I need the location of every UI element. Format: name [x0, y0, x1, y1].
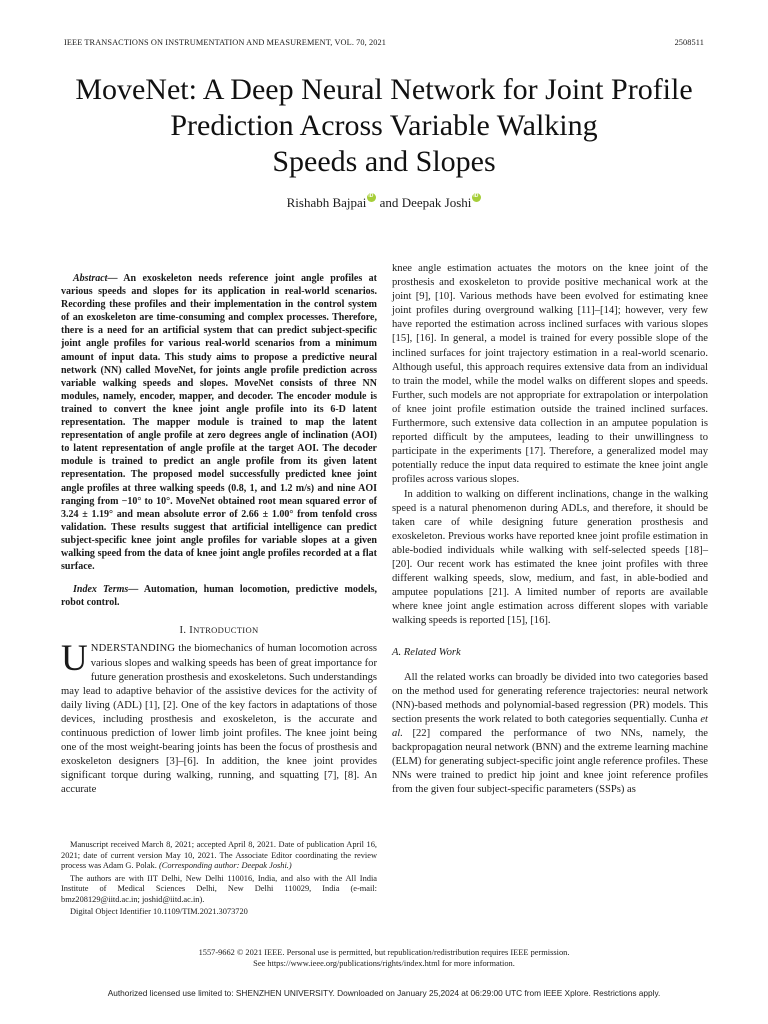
corresponding-author: (Corresponding author: Deepak Joshi.)	[158, 861, 292, 870]
title-line-3: Speeds and Slopes	[272, 145, 496, 178]
page-number: 2508511	[674, 38, 704, 47]
index-terms-label: Index Terms	[73, 584, 129, 596]
abstract-text: — An exoskeleton needs reference joint angle profiles at various speeds and slopes for its application in real-world scenarios. Recording these profiles and their implementation in the control system of an exoskeleton are time-consuming and complex processes. Therefore, there is a need for an artificial system that can predict subject-specific joint angle profiles for various real-world scenarios from a minimum amount of input data. This study aims to propose a predictive neural network (NN) called MoveNet, for joints angle profile prediction across variable walking speeds and slopes. MoveNet consists of three NN modules, namely, encoder, mapper, and decoder. The encoder module is trained to convert the knee joint angle profile into its 6-D latent representation. The mapper module is trained to map the latent representation of angle profile at zero degrees angle of inclination (AOI) to latent representation of angle profile at the target AOI. The decoder module is trained to predict an angle profile from its given latent representation. The proposed model successfully predicted knee joint angle profiles at three walking speeds (0.8, 1, and 1.2 m/s) and nine AOI ranging from −10° to 10°. MoveNet obtained root mean squared error of 3.24 ± 1.19° and mean absolute error of 2.66 ± 1.00° from tenfold cross validation. These results suggest that artificial intelligence can predict subject-specific knee joint angle profiles for variable slopes at a given walking speed from the data of knee joint angle profiles recorded at a flat surface.	[61, 273, 377, 573]
orcid-icon[interactable]	[472, 193, 481, 202]
author-connector: and	[379, 195, 399, 210]
drop-cap: U	[61, 638, 88, 680]
index-terms	[61, 583, 377, 609]
body-paragraph: In addition to walking on different inclinations, change in the walking speed is a natural phenomenon during ADLs, and therefore, it should be taken care of while designing future generation prosthesis and exoskeleton. Previous works have reported knee joint profile estimation in able-bodied individuals while walking with self-selected speeds [18]–[20]. Our recent work has estimated the knee joint profiles with three different walking speeds, slow, medium, and fast, in able-bodied and amputee populations [21]. A limited number of reports are available where knee joint angle estimation across different slopes with variable walking speeds is reported [15], [16].	[392, 488, 708, 627]
right-column	[392, 262, 708, 797]
intro-paragraph	[61, 638, 377, 797]
index-terms-text: — Automation, human locomotion, predictive models, robot control.	[61, 584, 377, 609]
abstract	[61, 272, 377, 573]
section-numeral: I.	[179, 625, 187, 637]
intro-text: the biomechanics of human locomotion across various slopes and walking speeds has been of great importance for future generation prosthesis and exoskeletons. Such understandings may lead to adaptive behavior of the assistive devices for the activity of daily living (ADL) [1], [2]. One of the key factors in adaptations of those devices, including prosthesis and exoskeleton, is the accurate and continuous prediction of lower limb joint profiles. The knee joint being one of the most weight-bearing joints has been the focus of prosthesis and exoskeleton designers [3]–[6]. In addition, the knee joint provides significant torque during walking, running, and squatting [7], [8]. An accurate	[61, 643, 377, 796]
author-name: Rishabh Bajpai	[286, 195, 367, 210]
license-bar: Authorized licensed use limited to: SHENZHEN UNIVERSITY. Downloaded on January 25,2024 at 06:29:00 UTC from IEEE Xplore. Restrictions apply.	[107, 988, 661, 998]
footnote-received: Manuscript received March 8, 2021; accepted April 8, 2021. Date of publication April 16, 2021; date of current version May 10, 2021. The Associate Editor coordinating the review process was Adam G. Polak. (Corresponding author: Deepak Joshi.)	[61, 840, 377, 870]
section-title-rest: NTRODUCTION	[193, 625, 259, 636]
copyright-notice	[0, 947, 768, 969]
section-heading	[61, 623, 377, 638]
body-paragraph: All the related works can broadly be divided into two categories based on the method used for generating reference trajectories: neural network (NN)-based methods and polynomial-based regression (PR) models. This section presents the work related to both categories sequentially. Cunha et al. [22] compared the performance of two NNs, namely, the backpropagation neural network (BNN) and the extreme learning machine (ELM) for generating subject-specific joint angle reference profiles. These NNs were trained to predict hip joint and knee joint reference profiles from the given four subject-specific parameters (SSPs) as	[392, 671, 709, 796]
footnote-doi[interactable]: Digital Object Identifier 10.1109/TIM.2021.3073720	[70, 907, 248, 916]
footnotes	[61, 840, 377, 920]
author-list	[0, 193, 768, 211]
subsection-heading: A. Related Work	[392, 647, 461, 659]
journal-name: IEEE TRANSACTIONS ON INSTRUMENTATION AND MEASUREMENT, VOL. 70, 2021	[64, 38, 387, 47]
title-line-1: MoveNet: A Deep Neural Network for Joint Profile	[75, 73, 693, 106]
abstract-label: Abstract	[73, 273, 108, 284]
footnote-affiliation: The authors are with IIT Delhi, New Delhi 110016, India, and also with the All India Institute of Medical Sciences Delhi, New Delhi 110029, India (e-mail: bmz208129@iitd.ac.in; joshid@iitd.ac.in).	[61, 873, 377, 904]
copyright-line-1: 1557-9662 © 2021 IEEE. Personal use is permitted, but republication/redistribution requires IEEE permission.	[198, 948, 570, 957]
section-title-initial: I	[189, 625, 194, 637]
copyright-line-2[interactable]: See https://www.ieee.org/publications/rights/index.html for more information.	[253, 959, 515, 968]
left-column	[61, 262, 377, 797]
title-line-2: Prediction Across Variable Walking	[170, 109, 598, 142]
paper-title	[40, 72, 728, 180]
first-word: NDERSTANDING	[90, 643, 176, 655]
author-name: Deepak Joshi	[401, 195, 472, 210]
orcid-icon[interactable]	[367, 193, 376, 202]
body-paragraph: knee angle estimation actuates the motors on the knee joint of the prosthesis and exoskeleton to provide positive mechanical work at the joint [9], [10]. Various methods have been evolved for estimating knee joint profiles during overground walking [11]–[14]; however, very few have reported the estimation across inclined surfaces with various slopes [15], [16]. In general, a model is trained for every possible slope of the inclined surfaces for joint trajectory estimation in a real-world scenario. Although useful, this approach requires extensive data from an individual to train the model, while the model walks on different slopes and speeds. Further, such models are not appropriate for extrapolation or interpolation of knee joint profile estimation outside the trained inclined surfaces. Furthermore, such extensive data collection in an amputee population is reported difficult by the amputees, leading to their unwillingness to participate in the experiments [17]. Therefore, a generalized model may potentially reduce the input data required to estimate the knee joint angle profiles across various slopes.	[392, 263, 708, 486]
